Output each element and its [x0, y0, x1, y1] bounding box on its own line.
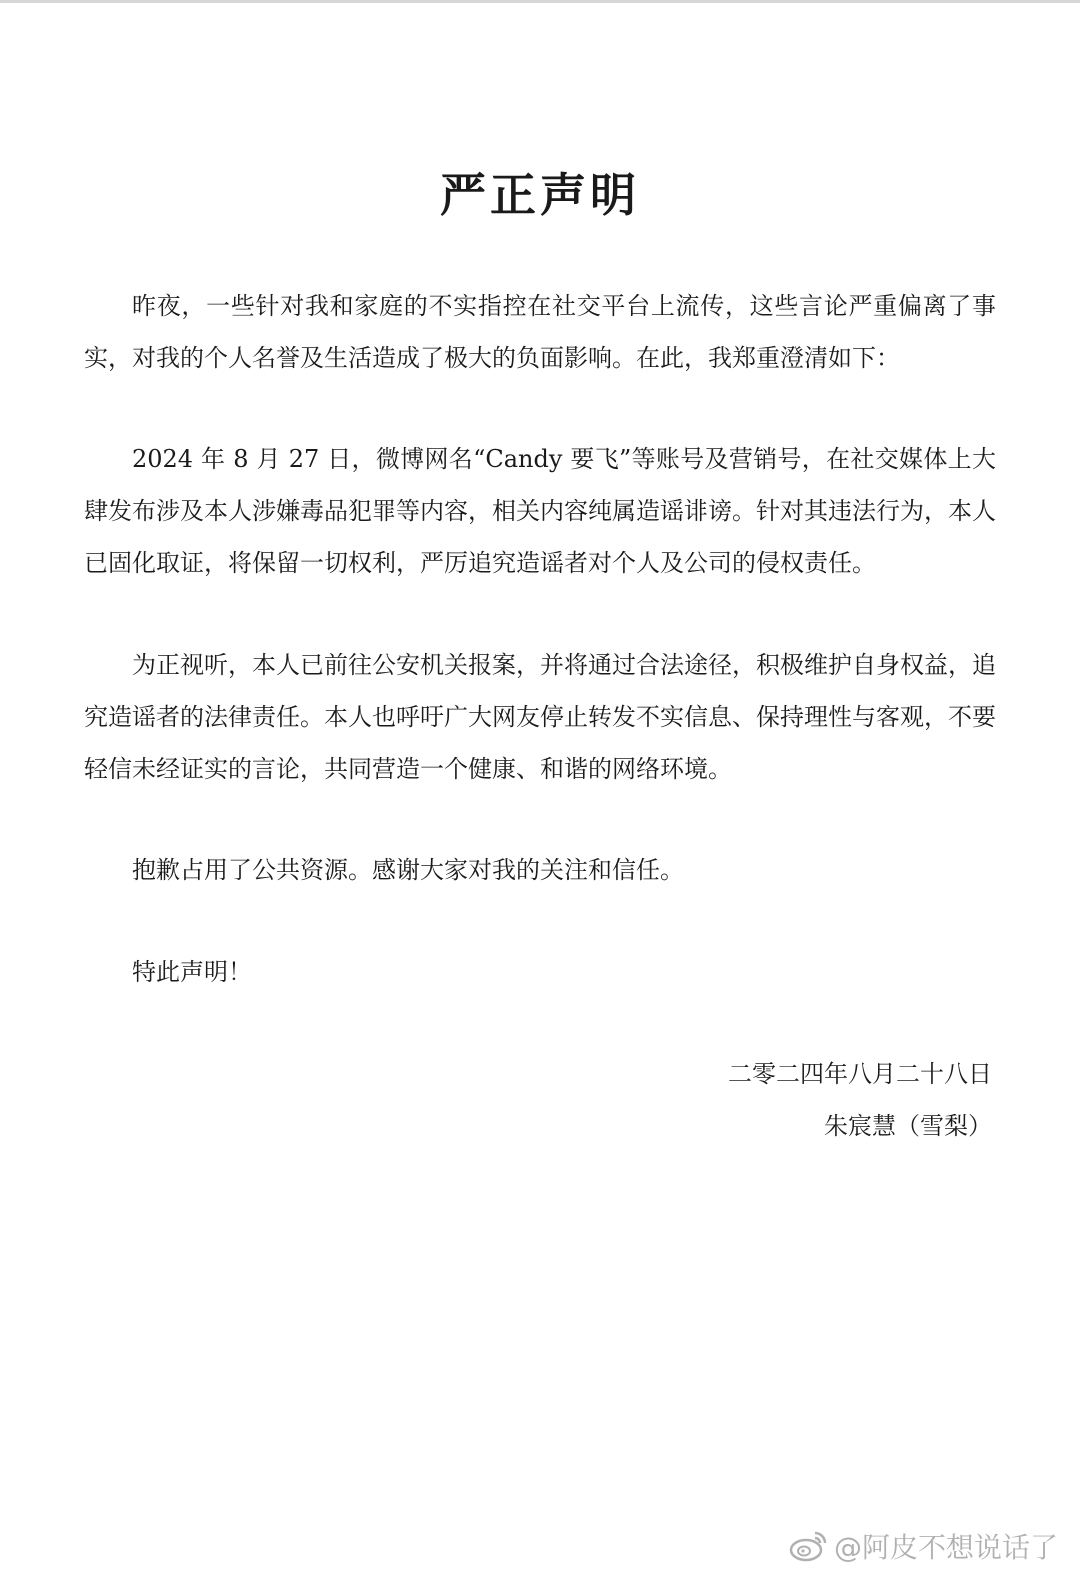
top-border-line	[0, 0, 1080, 3]
statement-date: 二零二四年八月二十八日	[728, 1060, 992, 1088]
watermark-text: @阿皮不想说话了	[833, 1531, 1058, 1564]
paragraph-apology: 抱歉占用了公共资源。感谢大家对我的关注和信任。	[132, 856, 684, 884]
paragraph-intro: 昨夜，一些针对我和家庭的不实指控在社交平台上流传，这些言论严重偏离了事实，对我的个人名誉及生活造成了极大的负面影响。在此，我郑重澄清如下：	[84, 292, 996, 372]
weibo-icon	[788, 1529, 828, 1563]
signature-name: 朱宸慧（雪梨）	[824, 1112, 992, 1140]
paragraph-closing: 特此声明！	[132, 958, 252, 986]
paragraph-legal-action: 为正视听，本人已前往公安机关报案，并将通过合法途径，积极维护自身权益，追究造谣者的法律责任。本人也呼吁广大网友停止转发不实信息、保持理性与客观，不要轻信未经证实的言论，共同营造一个健康、和谐的网络环境。	[84, 651, 996, 783]
document-title: 严正声明	[440, 168, 640, 222]
watermark	[788, 1524, 1058, 1568]
paragraph-incident: 2024 年 8 月 27 日，微博网名“Candy 要飞”等账号及营销号，在社交媒体上大肆发布涉及本人涉嫌毒品犯罪等内容，相关内容纯属造谣诽谤。针对其违法行为，本人已固化取证，将保留一切权利，严厉追究造谣者对个人及公司的侵权责任。	[84, 445, 996, 577]
